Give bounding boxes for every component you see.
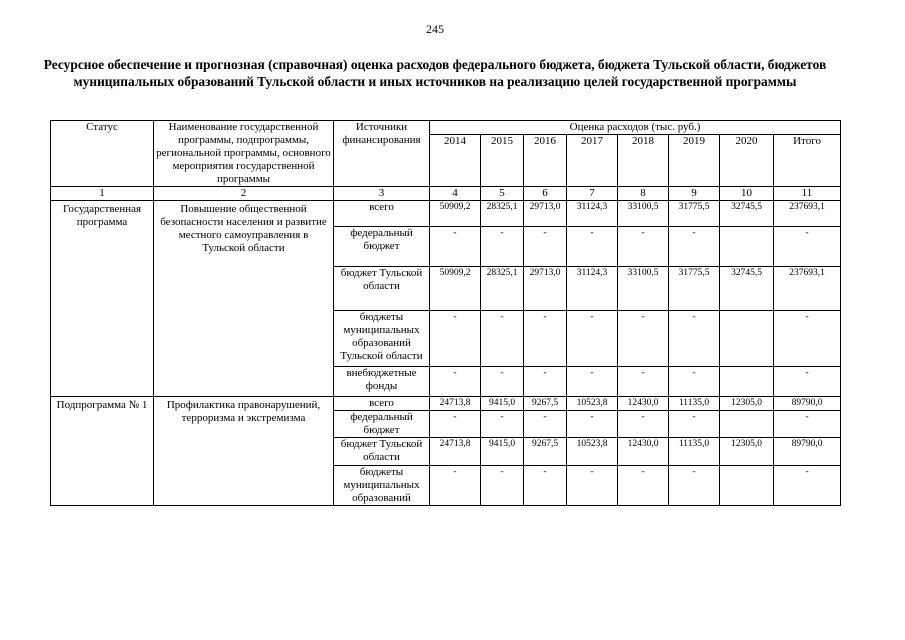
row-status: Подпрограмма № 1 [51, 397, 154, 506]
row-value: 12430,0 [618, 397, 669, 411]
row-funding-source: бюджеты муниципальных образований [334, 466, 430, 506]
row-value [720, 367, 774, 397]
row-value: 50909,2 [430, 267, 481, 311]
row-value: - [774, 466, 841, 506]
row-value [720, 466, 774, 506]
row-value: 31124,3 [567, 267, 618, 311]
row-value: - [618, 311, 669, 367]
header-year: 2014 [430, 135, 481, 187]
row-value: - [618, 227, 669, 267]
row-value [720, 227, 774, 267]
column-number: 4 [430, 187, 481, 201]
row-value: - [669, 367, 720, 397]
row-value: 50909,2 [430, 201, 481, 227]
column-number: 1 [51, 187, 154, 201]
column-number: 5 [481, 187, 524, 201]
header-source: Источники финансирования [334, 121, 430, 187]
row-value [720, 311, 774, 367]
row-value: - [618, 466, 669, 506]
row-value: - [430, 466, 481, 506]
row-value: 28325,1 [481, 267, 524, 311]
row-value: 31124,3 [567, 201, 618, 227]
row-value: 29713,0 [524, 201, 567, 227]
row-value: - [481, 466, 524, 506]
row-value: 31775,5 [669, 201, 720, 227]
row-value: - [430, 311, 481, 367]
row-value: 33100,5 [618, 201, 669, 227]
row-value: - [524, 311, 567, 367]
row-value: 10523,8 [567, 438, 618, 466]
row-value: - [567, 227, 618, 267]
row-value: - [774, 311, 841, 367]
row-value: - [669, 466, 720, 506]
row-value: 237693,1 [774, 267, 841, 311]
row-value: - [567, 311, 618, 367]
row-value: 9267,5 [524, 438, 567, 466]
row-value: - [567, 367, 618, 397]
row-value: 9415,0 [481, 438, 524, 466]
row-value: 12305,0 [720, 397, 774, 411]
budget-table [50, 120, 841, 506]
row-value: - [481, 227, 524, 267]
document-title: Ресурсное обеспечение и прогнозная (справочная) оценка расходов федерального бюджета, бюджета Тульской области, бюджетов муниципальных образований Тульской области и иных источников на реализацию целей государственной программы [43, 57, 827, 89]
row-funding-source: всего [334, 397, 430, 411]
row-value: 31775,5 [669, 267, 720, 311]
row-status: Государственная программа [51, 201, 154, 397]
row-value: - [669, 227, 720, 267]
row-value: - [524, 227, 567, 267]
header-year: 2015 [481, 135, 524, 187]
row-value: 9415,0 [481, 397, 524, 411]
row-value: 12305,0 [720, 438, 774, 466]
column-number: 6 [524, 187, 567, 201]
row-value: - [481, 411, 524, 438]
column-number: 9 [669, 187, 720, 201]
row-program-name: Профилактика правонарушений, терроризма и экстремизма [154, 397, 334, 506]
row-value: - [618, 411, 669, 438]
row-value: 9267,5 [524, 397, 567, 411]
row-value: 10523,8 [567, 397, 618, 411]
row-value: - [524, 411, 567, 438]
row-value: - [481, 311, 524, 367]
header-year: 2018 [618, 135, 669, 187]
row-value: 32745,5 [720, 201, 774, 227]
row-value: 89790,0 [774, 438, 841, 466]
row-value: 24713,8 [430, 438, 481, 466]
row-funding-source: внебюджетные фонды [334, 367, 430, 397]
row-funding-source: федеральный бюджет [334, 227, 430, 267]
row-funding-source: федеральный бюджет [334, 411, 430, 438]
row-value: - [567, 466, 618, 506]
column-number: 11 [774, 187, 841, 201]
row-funding-source: бюджет Тульской области [334, 438, 430, 466]
header-name: Наименование государственной программы, подпрограммы, региональной программы, основного мероприятия государственной программы [154, 121, 334, 187]
row-value: 11135,0 [669, 397, 720, 411]
row-value: 33100,5 [618, 267, 669, 311]
row-funding-source: всего [334, 201, 430, 227]
column-number: 8 [618, 187, 669, 201]
row-value: 12430,0 [618, 438, 669, 466]
row-value: - [430, 411, 481, 438]
column-number: 2 [154, 187, 334, 201]
row-value: 11135,0 [669, 438, 720, 466]
row-value: - [430, 227, 481, 267]
header-estimate: Оценка расходов (тыс. руб.) [430, 121, 841, 135]
header-status: Статус [51, 121, 154, 187]
column-number: 10 [720, 187, 774, 201]
row-funding-source: бюджеты муниципальных образований Тульской области [334, 311, 430, 367]
row-value: 29713,0 [524, 267, 567, 311]
row-value: - [774, 227, 841, 267]
row-value: - [669, 411, 720, 438]
page-number: 245 [426, 22, 444, 36]
header-year: 2017 [567, 135, 618, 187]
table-row [51, 397, 841, 411]
header-year: 2019 [669, 135, 720, 187]
row-value: 28325,1 [481, 201, 524, 227]
row-value: - [524, 367, 567, 397]
row-value: - [774, 411, 841, 438]
header-year: 2016 [524, 135, 567, 187]
row-value: - [430, 367, 481, 397]
row-value: - [524, 466, 567, 506]
row-value: - [618, 367, 669, 397]
header-year: Итого [774, 135, 841, 187]
row-value: 89790,0 [774, 397, 841, 411]
column-number: 3 [334, 187, 430, 201]
row-value: 32745,5 [720, 267, 774, 311]
row-value [720, 411, 774, 438]
table-row [51, 201, 841, 227]
header-year: 2020 [720, 135, 774, 187]
row-funding-source: бюджет Тульской области [334, 267, 430, 311]
row-value: - [481, 367, 524, 397]
row-value: 24713,8 [430, 397, 481, 411]
row-program-name: Повышение общественной безопасности населения и развитие местного самоуправления в Тульской области [154, 201, 334, 397]
row-value: - [774, 367, 841, 397]
row-value: - [669, 311, 720, 367]
row-value: - [567, 411, 618, 438]
row-value: 237693,1 [774, 201, 841, 227]
column-number: 7 [567, 187, 618, 201]
